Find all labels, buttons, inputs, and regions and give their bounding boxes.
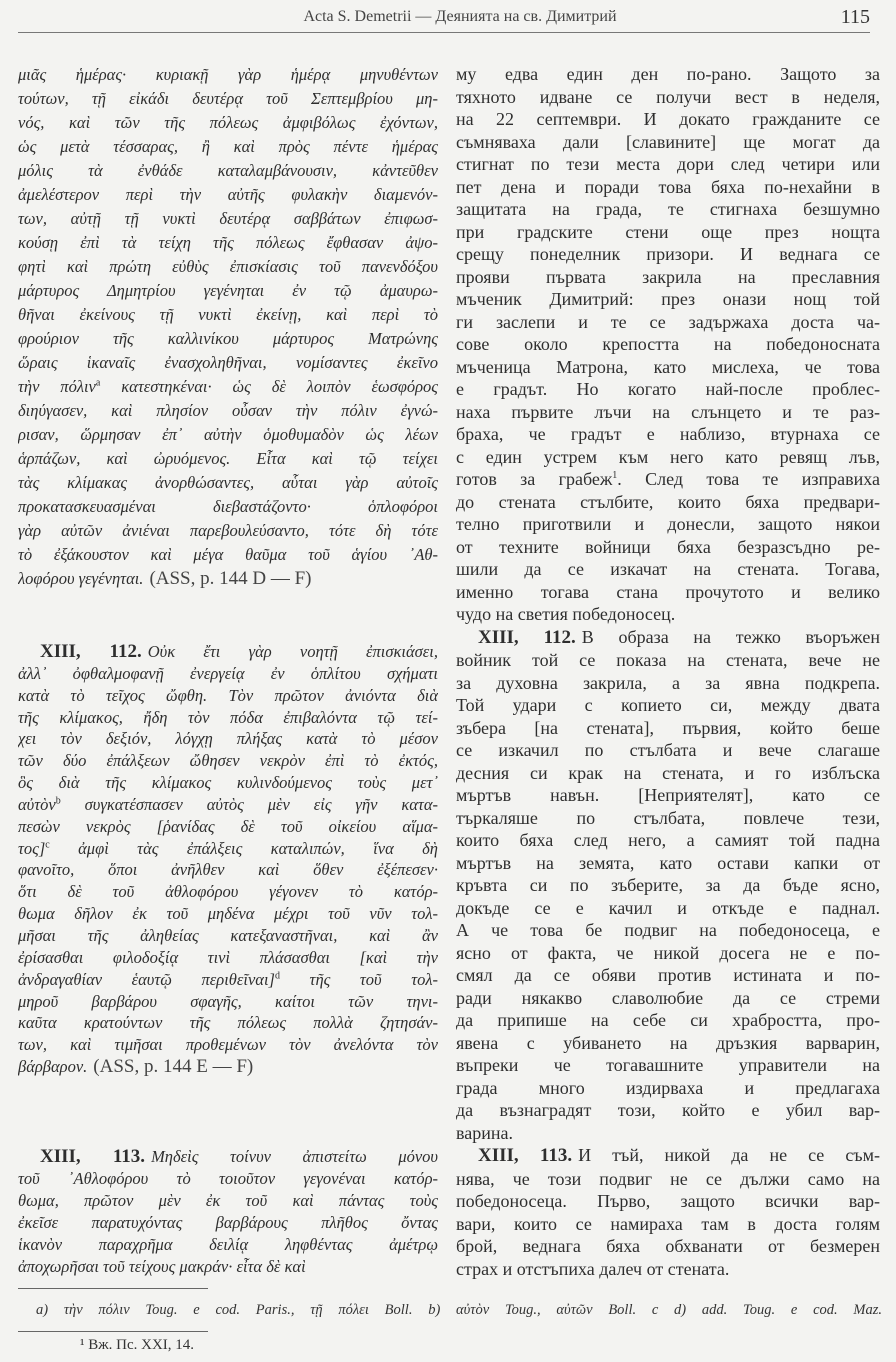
text-line xyxy=(456,536,880,559)
text-line xyxy=(18,87,438,111)
text-line xyxy=(456,243,880,266)
footnote-marker: 1 xyxy=(612,470,618,481)
text-line xyxy=(18,1256,438,1278)
line-text: νός, καὶ τῶν τῆς πόλεως ἀμφιβόλως ἐχόντων, xyxy=(18,113,438,132)
text-line xyxy=(456,221,880,244)
text-line xyxy=(18,1012,438,1034)
text-line xyxy=(456,491,880,514)
line-text-continued: ἀμφὶ τὰς ἐπάλξεις καταλιπών, ἵνα δὴ xyxy=(49,838,438,858)
footnote-marker: b xyxy=(55,795,61,807)
line-text: ги заслепи и те се задържаха доста ча- xyxy=(456,311,880,332)
text-line xyxy=(18,495,438,519)
text-line xyxy=(456,288,880,311)
line-text: βάρβαρον. xyxy=(18,1057,88,1077)
text-line xyxy=(456,919,880,942)
line-text: при градските стени още през нощта xyxy=(456,221,880,242)
text-line xyxy=(18,1168,438,1190)
text-line xyxy=(18,925,438,947)
text-line xyxy=(456,581,880,604)
line-text: τῶν δύο ἐπάλξεων ὤθησεν νεκρὸν ἐπὶ τὸ ἐκτός, xyxy=(18,751,438,771)
text-line xyxy=(18,1212,438,1234)
line-text: е градът. Но когато най-после проблес- xyxy=(456,379,880,399)
line-text: ἐκεῖσε παρατυχόντας βαρβάρους πλῆθος ὄντας xyxy=(18,1213,438,1232)
text-line xyxy=(18,969,438,991)
text-line xyxy=(18,859,438,881)
line-text: до стената стълбите, които бяха предвари- xyxy=(456,491,880,512)
line-text: φρούριον τῆς καλλινίκου μάρτυρος Ματρώνης xyxy=(18,329,438,348)
line-text: докъде се е качил и откъде е паднал. xyxy=(456,897,880,918)
line-text: от техните войници бяха безразсъдно ре- xyxy=(456,536,880,557)
line-text: наха първите лъчи на слънцето и те раз- xyxy=(456,401,880,422)
greek-paragraph-111 xyxy=(18,63,438,591)
line-text: μόλις τὰ ἐνθάδε καταλαμβάνουσιν, κἀντεῦθεν xyxy=(18,161,438,180)
text-line xyxy=(18,63,438,87)
line-text: да възнаградят този, който е убил вар- xyxy=(456,1100,880,1120)
line-text: μῆσαι τῆς ἀληθείας κατεξαναστῆναι, καὶ ἂν xyxy=(18,925,438,945)
line-text: ὅτι δὲ τοῦ ἀθλοφόρου γέγονεν τὸ κατόρ- xyxy=(18,882,438,902)
line-text: града много издирваха и предлагаха xyxy=(456,1077,880,1098)
footnote-rule-2 xyxy=(18,1331,208,1332)
line-text: τῆς κλίμακος, ἤδη τὸν πόδα ἐπιβαλόντα τῷ τεί- xyxy=(18,707,438,727)
line-text: кръвта си по зъберите, за да бъде ясно, xyxy=(456,875,880,895)
text-line xyxy=(456,964,880,987)
line-text: десния си крак на стената, и го изблъска xyxy=(456,762,880,783)
paragraph-start-line xyxy=(18,641,438,663)
line-text: мъртъв навън. [Неприятелят], като се xyxy=(456,785,880,805)
text-line xyxy=(456,108,880,131)
line-text: των, καὶ τιμῆσαι προθεμένων τὸν ἀνελόντα τὸν xyxy=(18,1035,438,1055)
text-line xyxy=(18,838,438,860)
line-text: διηύγασεν, καὶ πλησίον οὖσαν τὴν πόλιν ἐγνώ- xyxy=(18,401,438,420)
line-text: брой, веднага бяха обхванати от безмерен xyxy=(456,1236,880,1256)
text-line xyxy=(456,694,880,717)
line-text: А че това бе подвиг на победоносеца, е xyxy=(456,920,880,940)
line-text: му едва един ден по-рано. Защото за xyxy=(456,64,880,84)
text-line xyxy=(456,829,880,852)
line-text: се изкачил по стълбата и вече слагаше xyxy=(456,740,880,760)
source-reference: (ASS, p. 144 D — F) xyxy=(149,568,312,589)
line-text: шили да се изкачат на стената. Тогава, xyxy=(456,559,880,579)
line-text: срещу понеделник призори. И веднага се xyxy=(456,244,880,264)
line-text: въпреки че тогавашните управители на xyxy=(456,1055,880,1075)
text-line xyxy=(456,311,880,334)
line-text: явена с убиването на дръзкия варварин, xyxy=(456,1032,880,1053)
text-line xyxy=(456,717,880,740)
line-text: И тъй, никой да не се съм- xyxy=(578,1145,880,1165)
text-line xyxy=(18,279,438,303)
paragraph-start-line xyxy=(456,1144,880,1168)
text-line xyxy=(456,266,880,289)
line-text: τοῦ ᾿Αθλοφόρου τὸ τοιοῦτον γεγονέναι κατόρ- xyxy=(18,1169,438,1188)
line-text: на 22 септември. И докато гражданите се xyxy=(456,109,880,129)
line-text: зъбера [на стената], първия, който беше xyxy=(456,717,880,738)
line-text: нява, че този подвиг не се дължи само на xyxy=(456,1168,880,1189)
text-line xyxy=(456,333,880,356)
greek-paragraph-113 xyxy=(18,1146,438,1278)
text-line xyxy=(18,1034,438,1056)
text-line xyxy=(18,750,438,772)
text-line xyxy=(456,1168,880,1191)
line-text: готов за грабеж xyxy=(456,469,613,489)
line-text: των, αὐτῇ τῇ νυκτὶ δευτέρᾳ σαββάτων ἐπιφωσ- xyxy=(18,209,438,228)
paragraph-start-line xyxy=(18,1146,438,1168)
line-text: κατὰ τὸ τεῖχος ὤφθη. Τὸν πρῶτον ἀνιόντα διὰ xyxy=(18,685,438,705)
text-line xyxy=(18,183,438,207)
text-line xyxy=(456,1190,880,1213)
line-text: φητὶ καὶ πρώτη εὐθὺς ἐπισκίασις τοῦ πανενδόξου xyxy=(18,257,438,276)
line-text: τὰς κλίμακας ἀνορθώσαντες, αὗται γὰρ αὐτοῖς xyxy=(18,473,438,492)
translation-footnote: ¹ Вж. Пс. XXI, 14. xyxy=(80,1337,195,1353)
line-text: ὡς μετὰ τέσσαρας, ἢ καὶ πρὸς πέντε ἡμέρας xyxy=(18,137,438,156)
text-line xyxy=(18,1234,438,1256)
line-text: които бяха след него, а самият той падна xyxy=(456,830,880,850)
line-text: ἀμελέστερον περὶ τὴν αὐτῆς φυλακὴν διαμενόν- xyxy=(18,185,438,204)
line-text: γὰρ αὐτῶν ἀνιέναι παρεβουλεύσαντο, τότε δὴ τότε xyxy=(18,521,438,540)
line-text: за духовна закрила, а за явна подкрепа. xyxy=(456,672,880,693)
text-line xyxy=(456,86,880,109)
paragraph-start-line xyxy=(456,626,880,650)
line-text: мъченик Димитрий: през онази нощ той xyxy=(456,289,880,309)
line-text: ὥραις ἱκαναῖς ἐνασχοληθῆναι, νομίσαντες ἐκεῖνο xyxy=(18,353,438,372)
line-text: мъртъв на земята, като остави капки от xyxy=(456,852,880,873)
line-text: μηροῦ βαρβάρου σφαγῆς, καίτοι τῶν τηνι- xyxy=(18,991,438,1011)
line-text: ἐρίσασθαι φιλοδοξίᾳ τινὶ πλάσασθαι [καὶ τὴν xyxy=(18,947,438,967)
line-text: браха, че градът е наблизо, втурнаха се xyxy=(456,424,880,444)
text-line xyxy=(18,351,438,375)
line-text: μάρτυρος Δημητρίου γεγένηται ἐν τῷ ἀμαυρω- xyxy=(18,281,438,300)
critical-apparatus-footnote: a) τὴν πόλιν Toug. e cod. Paris., τῇ πόλει Boll. b) αὐτὸν Toug., αὐτῶν Boll. c d) add. Toug. e cod. Maz. xyxy=(36,1302,882,1318)
text-line xyxy=(18,1190,438,1212)
line-text: χει τὸν δεξιόν, λόγχῃ πλήξας κατὰ τὸ μέσον xyxy=(18,729,438,749)
line-text: войник той се показа на стената, вече не xyxy=(456,650,880,670)
running-title: Acta S. Demetrii — Деянията на св. Димитрий xyxy=(303,8,617,25)
text-line xyxy=(18,423,438,447)
running-header xyxy=(0,6,896,30)
text-line xyxy=(456,1054,880,1077)
line-text: προκατασκευασμέναι διεβαστάζοντο· ὁπλοφόροι xyxy=(18,497,438,516)
text-line xyxy=(18,707,438,729)
text-line xyxy=(18,207,438,231)
line-text-continued: κατεστηκέναι· ὡς δὲ λοιπὸν ἑωσφόρος xyxy=(100,377,438,396)
line-text: τὴν πόλιν xyxy=(18,377,96,396)
line-text: ὃς διὰ τῆς κλίμακος κυλινδούμενος τοὺς μετ᾽ xyxy=(18,773,438,793)
text-line xyxy=(18,816,438,838)
line-text: да припише на себе си храбростта, про- xyxy=(456,1010,880,1030)
bulgarian-translation-column xyxy=(456,63,880,1280)
text-line xyxy=(456,762,880,785)
line-text: ἱκανὸν παραχρῆμα δειλίᾳ ληφθέντας ἀμέτρῳ xyxy=(18,1235,438,1254)
line-text: ρισαν, ὥρμησαν ἐπ᾽ αὐτὴν ὁμοθυμαδὸν ὡς λέων xyxy=(18,425,438,444)
section-number: XIII, 112. xyxy=(40,641,142,662)
greek-paragraph-112 xyxy=(18,641,438,1078)
footnote-marker: a xyxy=(95,377,101,389)
text-line xyxy=(18,881,438,903)
text-line xyxy=(18,794,438,816)
text-line xyxy=(456,423,880,446)
text-line xyxy=(456,401,880,424)
footnote-rule xyxy=(18,1288,208,1289)
line-text: αὐτὸν xyxy=(18,794,56,814)
line-text: В образа на тежко въоръжен xyxy=(581,626,880,647)
text-line xyxy=(456,603,880,626)
line-text: ἀποχωρῆσαι τοῦ τείχους μακράν· εἶτα δὲ καὶ xyxy=(18,1257,306,1276)
text-line xyxy=(456,1258,880,1281)
line-text: съмняваха дали [славините] ще могат да xyxy=(456,131,880,152)
text-line xyxy=(456,874,880,897)
section-number: XIII, 112. xyxy=(478,626,576,648)
text-line xyxy=(18,231,438,255)
text-line xyxy=(18,303,438,327)
line-text-continued: συγκατέσπασεν αὐτὸς μὲν εἰς γῆν κατα- xyxy=(60,794,438,814)
text-line xyxy=(456,1122,880,1145)
text-line xyxy=(18,135,438,159)
line-text: Οὐκ ἔτι γὰρ νοητῇ ἐπισκιάσει, xyxy=(147,642,438,661)
line-text: стигнат по тези места дори след четири или xyxy=(456,154,880,174)
text-line xyxy=(18,519,438,543)
text-line xyxy=(18,375,438,399)
text-line xyxy=(456,446,880,469)
line-text: ἁρπάζων, καὶ ὠρυόμενος. Εἶτα καὶ τῷ τείχει xyxy=(18,449,438,468)
line-text: страх и отстъпиха далеч от стената. xyxy=(456,1258,730,1279)
line-text: телно приготвили и донесли, защото някои xyxy=(456,514,880,534)
line-text: τούτων, τῇ εἰκάδι δευτέρᾳ τοῦ Σεπτεμβρίου μη- xyxy=(18,89,438,108)
line-text: ἀλλ᾽ ὀφθαλμοφανῇ ἐνεργείᾳ ἐν ὁπλίτου σχήματι xyxy=(18,663,438,683)
page-number: 115 xyxy=(840,6,870,28)
text-line xyxy=(456,852,880,875)
text-line xyxy=(18,471,438,495)
text-line xyxy=(456,558,880,581)
line-text: с един устрем към него като ревящ лъв, xyxy=(456,446,880,467)
line-text: ясно от факта, че никой досега не е по- xyxy=(456,942,880,963)
footnote-marker: d xyxy=(274,970,280,982)
line-text: мъченица Матрона, като мислеха, че това xyxy=(456,356,880,377)
text-line xyxy=(456,131,880,154)
text-line xyxy=(456,1077,880,1100)
text-line xyxy=(18,685,438,707)
line-text: λοφόρου γεγένηται. xyxy=(18,569,144,588)
line-text: πεσὼν νεκρὸς [ῥανίδας δὲ τοῦ οἰκείου αἵμα- xyxy=(18,816,438,836)
text-line xyxy=(18,399,438,423)
text-line xyxy=(456,176,880,199)
line-text: търкаляше по стълбата, повлече тези, xyxy=(456,807,880,828)
text-line xyxy=(456,649,880,672)
line-text: чудо на светия победоносец. xyxy=(456,604,676,624)
line-text: смял да се обяви против истината и по- xyxy=(456,965,880,985)
line-text: μιᾶς ἡμέρας· κυριακῇ γὰρ ἡμέρᾳ μηνυθέντων xyxy=(18,65,438,84)
text-line xyxy=(456,807,880,830)
section-number: XIII, 113. xyxy=(40,1146,146,1167)
line-text: τὸ ἐξάκουστον καὶ μέγα θαῦμα τοῦ ἁγίου ᾿Αθ- xyxy=(18,545,438,564)
text-line xyxy=(456,672,880,695)
text-line xyxy=(456,784,880,807)
line-text: защитата на града, те стигнаха безшумно xyxy=(456,199,880,219)
text-line xyxy=(18,1056,438,1078)
text-line xyxy=(18,567,438,591)
text-line xyxy=(456,1235,880,1258)
line-text: θωμα δῆλον ἐκ τοῦ μηδένα μέχρι τοῦ νῦν τολ- xyxy=(18,904,438,924)
line-text: победоносеца. Първо, защото всички вар- xyxy=(456,1191,880,1211)
text-line xyxy=(456,1009,880,1032)
line-text: варина. xyxy=(456,1122,514,1143)
text-line xyxy=(18,255,438,279)
text-line xyxy=(18,327,438,351)
text-line xyxy=(18,447,438,471)
source-reference: (ASS, p. 144 E — F) xyxy=(93,1056,254,1078)
text-line xyxy=(18,991,438,1013)
line-text: ради някакво славолюбие да се стреми xyxy=(456,987,880,1008)
line-text: вари, които се намираха там в доста голям xyxy=(456,1213,880,1234)
text-line xyxy=(456,378,880,401)
text-line xyxy=(456,63,880,86)
text-line xyxy=(456,153,880,176)
text-line xyxy=(456,987,880,1010)
line-text: пет дена и поради това бяха по-нехайни в xyxy=(456,176,880,197)
line-text: θωμα, πρῶτον μὲν ἐκ τοῦ καὶ πάντας τοὺς xyxy=(18,1191,438,1210)
text-line xyxy=(456,356,880,379)
text-line xyxy=(456,942,880,965)
text-line xyxy=(18,663,438,685)
line-text: прояви първата закрила на преславния xyxy=(456,266,880,287)
text-line xyxy=(18,903,438,925)
line-text: τος] xyxy=(18,838,46,858)
text-line xyxy=(456,513,880,536)
text-line xyxy=(456,468,880,491)
header-rule xyxy=(18,32,870,33)
line-text: θῆναι ἐκείνους τῇ νυκτὶ ἐκείνῃ, καὶ περὶ τὸ xyxy=(18,305,438,324)
line-text-continued: τῆς τοῦ τολ- xyxy=(279,969,438,989)
line-text-continued: . След това те изправиха xyxy=(617,469,880,489)
text-line xyxy=(456,897,880,920)
text-line xyxy=(456,739,880,762)
text-line xyxy=(456,198,880,221)
footnote-marker: c xyxy=(45,839,50,851)
text-line xyxy=(18,543,438,567)
text-line xyxy=(18,159,438,183)
line-text: καῦτα κρατούντων τῆς πόλεως πολλὰ ζητησάν- xyxy=(18,1013,438,1033)
line-text: ἀνδραγαθίαν ἑαυτῷ περιθεῖναι] xyxy=(18,969,275,989)
text-line xyxy=(18,111,438,135)
text-line xyxy=(18,728,438,750)
line-text: сове около крепостта на победоносната xyxy=(456,334,880,354)
line-text: φανοῖτο, ὅποι ἀνῆλθεν καὶ ὅθεν ἐξέπεσεν· xyxy=(18,860,438,880)
line-text: κούσῃ ἐπὶ τὰ τείχη τῆς πόλεως ἔφθασαν ἀψο- xyxy=(18,233,438,252)
line-text: тяхното идване се получи вест в неделя, xyxy=(456,86,880,107)
text-line xyxy=(456,1213,880,1236)
text-line xyxy=(456,1099,880,1122)
line-text: Той удари с копието си, между двата xyxy=(456,695,880,715)
text-line xyxy=(456,1032,880,1055)
line-text: Μηδεὶς τοίνυν ἀπιστείτω μόνου xyxy=(151,1147,438,1166)
text-line xyxy=(18,772,438,794)
line-text: именно тогава стана прочутото и велико xyxy=(456,581,880,602)
section-number: XIII, 113. xyxy=(478,1145,573,1166)
text-line xyxy=(18,947,438,969)
